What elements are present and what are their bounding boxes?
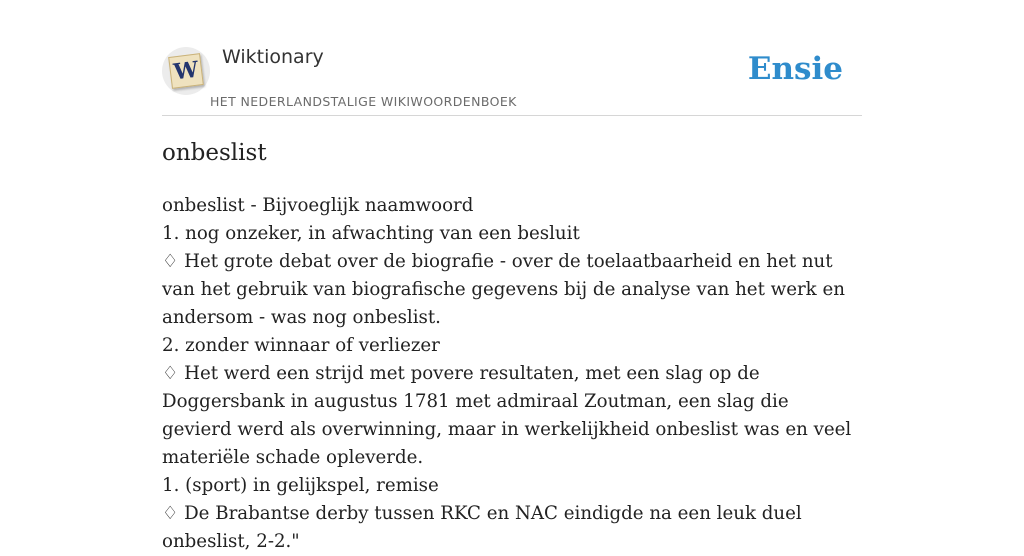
entry-title: onbeslist (162, 140, 267, 166)
site-tagline: HET NEDERLANDSTALIGE WIKIWOORDENBOEK (210, 94, 517, 109)
entry-definition (162, 192, 862, 556)
logo-tile (168, 53, 204, 89)
page (162, 0, 862, 552)
wiktionary-logo-icon[interactable] (162, 47, 210, 95)
example-3: ♢ De Brabantse derby tussen RKC en NAC eindigde na een leuk duel onbeslist, 2-2." (162, 503, 802, 552)
example-1: ♢ Het grote debat over de biografie - over de toelaatbaarheid en het nut van het gebruik van biografische gegevens bij de analyse van het werk en andersom - was nog onbeslist. (162, 251, 845, 328)
site-header (162, 0, 862, 116)
logo-letter: W (172, 56, 200, 86)
sense-2: 2. zonder winnaar of verliezer (162, 335, 440, 356)
sense-1: 1. nog onzeker, in afwachting van een besluit (162, 223, 580, 244)
definition-heading: onbeslist - Bijvoeglijk naamwoord (162, 195, 474, 216)
sense-3: 1. (sport) in gelijkspel, remise (162, 475, 439, 496)
ensie-brand-link[interactable]: Ensie (747, 51, 843, 87)
example-2: ♢ Het werd een strijd met povere resultaten, met een slag op de Doggersbank in augustus 1781 met admiraal Zoutman, een slag die gevierd werd als overwinning, maar in werkelijkheid onbeslist was en veel materiële schade opleverde. (162, 363, 852, 468)
site-name-link[interactable]: Wiktionary (222, 46, 324, 68)
